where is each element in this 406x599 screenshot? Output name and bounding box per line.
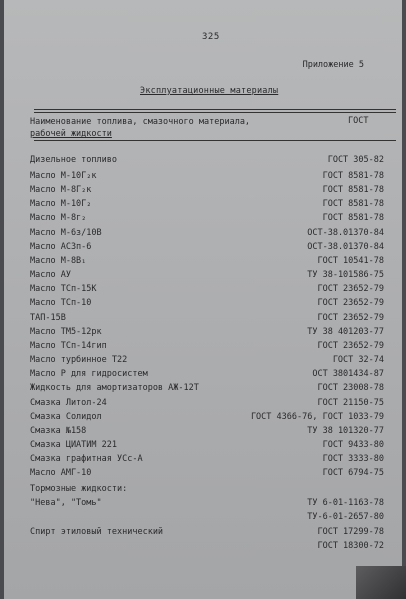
table-row — [4, 228, 402, 242]
material-standard: ГОСТ 32-74 — [332, 355, 384, 365]
material-standard: ГОСТ 3333-80 — [322, 454, 384, 464]
material-standard: ГОСТ 6794-75 — [322, 468, 384, 478]
table-row — [4, 454, 402, 468]
material-standard: ГОСТ 8581-78 — [322, 185, 384, 195]
table-row — [4, 171, 402, 185]
table-row — [4, 242, 402, 256]
table-row — [4, 398, 402, 412]
table-row — [4, 199, 402, 213]
material-standard: ОСТ-38.01370-84 — [307, 228, 384, 238]
table-row — [4, 298, 402, 312]
material-name: Масло Р для гидросистем — [30, 369, 148, 379]
table-row — [4, 383, 402, 397]
material-standard: ГОСТ 8581-78 — [322, 199, 384, 209]
column-header-name-line2: рабочей жидкости — [30, 129, 112, 139]
material-standard: ГОСТ 23652-79 — [317, 284, 384, 294]
material-standard: ГОСТ 21150-75 — [317, 398, 384, 408]
table-row — [4, 512, 402, 526]
material-name: Смазка №158 — [30, 426, 87, 436]
material-name: Смазка Литол-24 — [30, 398, 107, 408]
material-name: Смазка ЦИАТИМ 221 — [30, 440, 117, 450]
document-page — [4, 0, 402, 599]
table-row — [4, 412, 402, 426]
material-name: Масло ТМ5-12рк — [30, 327, 102, 337]
material-name: Масло ТСп-10 — [30, 298, 92, 308]
section-heading: Эксплуатационные материалы — [140, 86, 279, 96]
table-row — [4, 527, 402, 541]
material-name: Масло М-8В₁ — [30, 256, 87, 266]
material-standard: ГОСТ 23652-79 — [317, 298, 384, 308]
material-standard: ОСТ 3801434-87 — [312, 369, 384, 379]
table-row — [4, 284, 402, 298]
header-bottom-rule — [34, 140, 396, 141]
page-number: 325 — [202, 32, 220, 42]
material-name: Масло ТСп-14гип — [30, 341, 107, 351]
table-row — [4, 426, 402, 440]
material-name: Масло турбинное Т22 — [30, 355, 128, 365]
material-name: Масло М-6з/10В — [30, 228, 102, 238]
material-standard: ГОСТ 23008-78 — [317, 383, 384, 393]
material-standard: ГОСТ 17299-78 — [317, 527, 384, 537]
material-name: "Нева", "Томь" — [30, 498, 102, 508]
appendix-label: Приложение 5 — [302, 60, 364, 70]
column-header-standard: ГОСТ — [348, 116, 369, 126]
table-row — [4, 541, 402, 555]
material-standard: ГОСТ 9433-80 — [322, 440, 384, 450]
table-row — [4, 498, 402, 512]
material-standard: ГОСТ 4366-76, ГОСТ 1033-79 — [250, 412, 384, 422]
scan-corner-shadow — [356, 566, 406, 599]
column-header-name-line1: Наименование топлива, смазочного материала, — [30, 117, 251, 127]
material-standard: ТУ-6-01-2657-80 — [307, 512, 384, 522]
material-standard: ТУ 38 401203-77 — [307, 327, 384, 337]
material-standard: ГОСТ 23652-79 — [317, 313, 384, 323]
material-name: Смазка графитная УСс-А — [30, 454, 143, 464]
material-name: Масло АМГ-10 — [30, 468, 92, 478]
header-top-rule-double — [34, 112, 396, 113]
column-header-name — [30, 116, 250, 140]
table-row — [4, 155, 402, 169]
material-standard: ГОСТ 18300-72 — [317, 541, 384, 551]
material-standard: ГОСТ 8581-78 — [322, 213, 384, 223]
table-row — [4, 313, 402, 327]
material-standard: ТУ 38 101320-77 — [307, 426, 384, 436]
material-name: Спирт этиловый технический — [30, 527, 164, 537]
material-standard: ГОСТ 23652-79 — [317, 341, 384, 351]
table-row — [4, 270, 402, 284]
table-row — [4, 484, 402, 498]
material-name: Масло М-10Г₂к — [30, 171, 97, 181]
table-row — [4, 327, 402, 341]
table-row — [4, 440, 402, 454]
material-name: Тормозные жидкости: — [30, 484, 128, 494]
table-row — [4, 355, 402, 369]
material-standard: ГОСТ 8581-78 — [322, 171, 384, 181]
header-top-rule — [34, 109, 396, 110]
material-standard: ОСТ-38.01370-84 — [307, 242, 384, 252]
material-name: Масло АУ — [30, 270, 71, 280]
material-standard: ТУ 38-101586-75 — [307, 270, 384, 280]
material-name: Масло М-8г₂ — [30, 213, 87, 223]
table-row — [4, 468, 402, 482]
table-row — [4, 213, 402, 227]
table-row — [4, 185, 402, 199]
table-row — [4, 341, 402, 355]
material-name: Масло М-10Г₂ — [30, 199, 92, 209]
material-name: Дизельное топливо — [30, 155, 117, 165]
material-name: Масло АСЗп-6 — [30, 242, 92, 252]
material-standard: ГОСТ 305-82 — [327, 155, 384, 165]
table-row — [4, 256, 402, 270]
material-name: Смазка Солидол — [30, 412, 102, 422]
material-name: Масло М-8Г₂к — [30, 185, 92, 195]
material-name: ТАП-15В — [30, 313, 66, 323]
material-name: Масло ТСп-15К — [30, 284, 97, 294]
material-name: Жидкость для амортизаторов АЖ-12Т — [30, 383, 199, 393]
table-row — [4, 369, 402, 383]
material-standard: ГОСТ 10541-78 — [317, 256, 384, 266]
material-standard: ТУ 6-01-1163-78 — [307, 498, 384, 508]
